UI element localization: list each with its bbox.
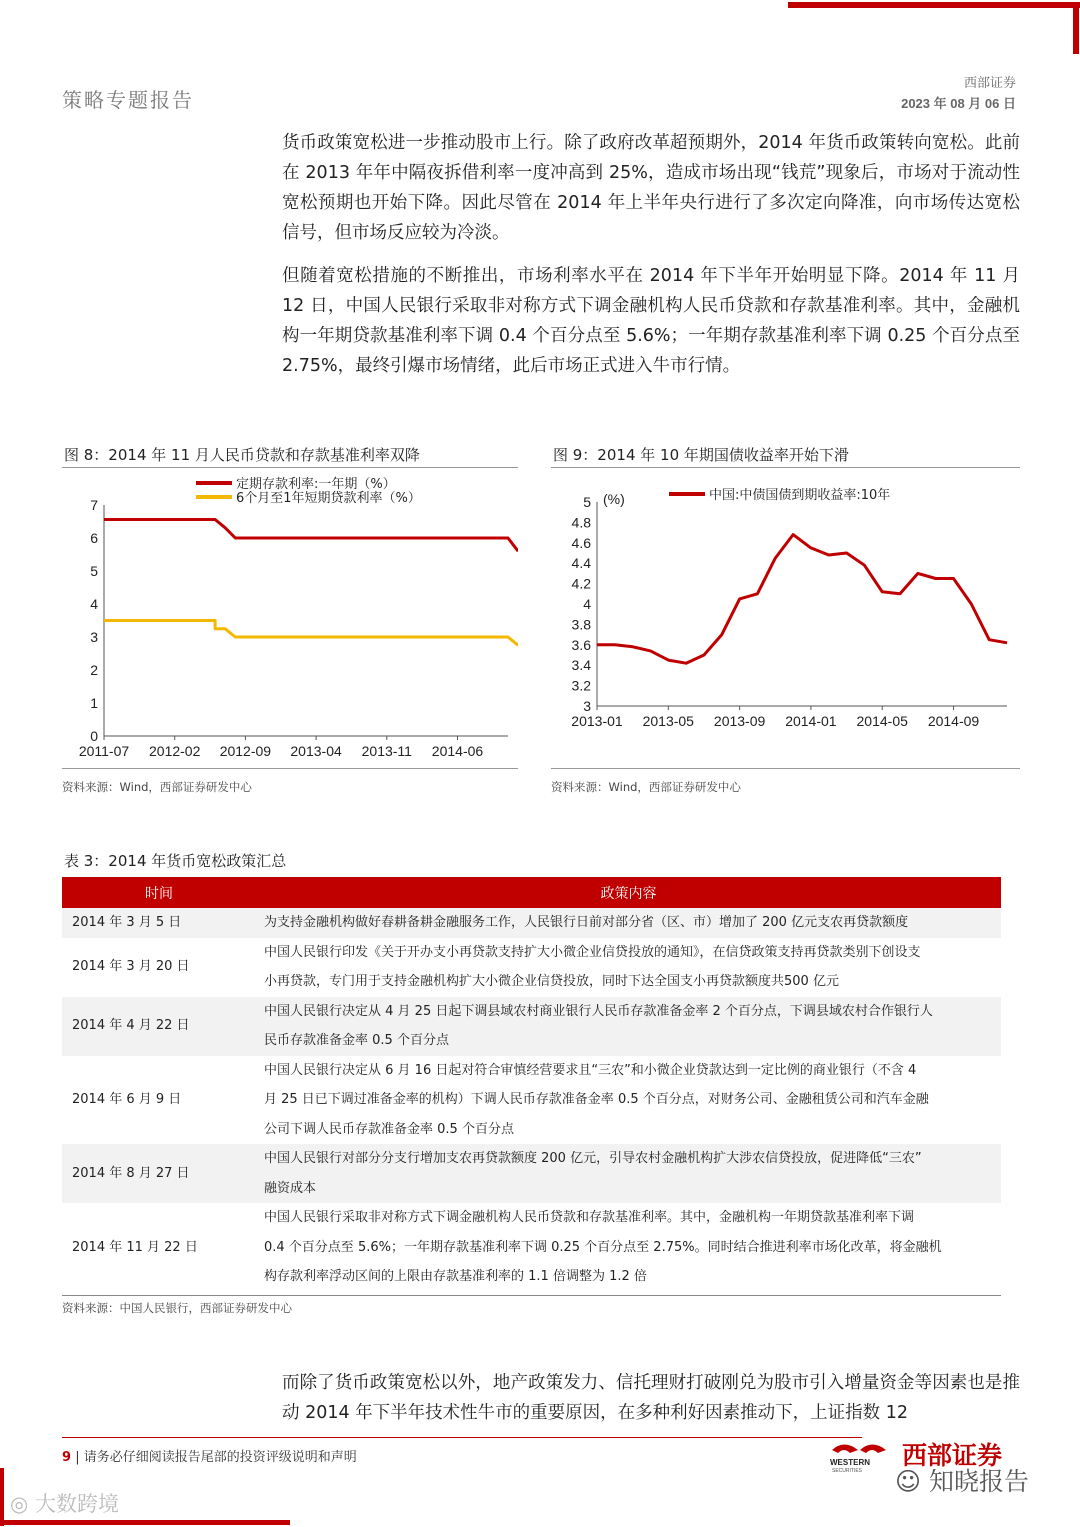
row-date: 2014 年 8 月 27 日 xyxy=(62,1144,256,1203)
row-content-line: 中国人民银行采取非对称方式下调金融机构人民币贷款和存款基准利率。其中，金融机构一年期贷款基准利率下调 xyxy=(264,1210,915,1225)
x-tick-label: 2013-04 xyxy=(290,743,342,759)
watermark-left xyxy=(10,1488,119,1518)
table-row xyxy=(62,938,1001,997)
legend-label: 定期存款利率:一年期（%） xyxy=(236,477,396,492)
x-tick-label: 2012-02 xyxy=(149,743,201,759)
series-line xyxy=(104,621,518,646)
table-bottom-rule xyxy=(62,1295,1001,1296)
figure-9-source: 资料来源：Wind，西部证券研发中心 xyxy=(551,780,741,794)
legend-label: 6个月至1年短期贷款利率（%） xyxy=(236,491,421,506)
watermark-left-text: 大数跨境 xyxy=(35,1492,120,1516)
logo-emblem-icon xyxy=(832,1445,858,1454)
report-date: 2023 年 08 月 06 日 xyxy=(901,96,1016,111)
row-content-line: 公司下调人民币存款准备金率 0.5 个百分点 xyxy=(264,1121,514,1137)
footer-disclaimer: 请务必仔细阅读报告尾部的投资评级说明和声明 xyxy=(83,1450,357,1465)
top-right-red-bar xyxy=(1073,2,1079,54)
figure-9-frame xyxy=(551,467,1020,769)
row-content-line: 月 25 日已下调过准备金率的机构）下调人民币存款准备金率 0.5 个百分点，对财务公司、金融租赁公司和汽车金融 xyxy=(264,1092,929,1107)
footer-separator: | xyxy=(75,1450,80,1465)
table-row xyxy=(62,908,1001,938)
y-tick-label: 4 xyxy=(90,596,98,612)
footer-rule xyxy=(62,1437,862,1438)
legend-label: 中国:中债国债到期收益率:10年 xyxy=(709,488,891,503)
x-tick-label: 2014-06 xyxy=(431,743,484,759)
row-content-line: 为支持金融机构做好春耕备耕金融服务工作，人民银行日前对部分省（区、市）增加了 200 亿元支农再贷款额度 xyxy=(264,915,909,930)
y-tick-label: 4.8 xyxy=(571,514,591,531)
paragraph-3-text: 而除了货币政策宽松以外，地产政策发力、信托理财打破刚兑为股市引入增量资金等因素也是推动 2014 年下半年技术性牛市的重要原因，在多种利好因素推动下，上证指数 12 xyxy=(282,1373,1020,1423)
y-tick-label: 4.6 xyxy=(571,534,591,551)
logo-en-line1: WESTERN xyxy=(830,1458,870,1467)
row-content xyxy=(256,1203,1001,1292)
x-tick-label: 2014-09 xyxy=(927,713,980,729)
y-tick-label: 3 xyxy=(583,698,591,714)
row-content-line: 中国人民银行决定从 4 月 25 日起下调县域农村商业银行人民币存款准备金率 2 个百分点，下调县域农村合作银行人 xyxy=(264,1003,933,1019)
bottom-red-bar xyxy=(0,1520,290,1525)
logo-cn: 西部证券 xyxy=(902,1441,1003,1470)
paragraph-3 xyxy=(282,1368,1020,1428)
watermark-right-text: 知晓报告 xyxy=(929,1467,1030,1496)
watermark-logo-icon: ◎ xyxy=(10,1492,29,1516)
y-tick-label: 3.2 xyxy=(571,677,591,694)
figure-9-chart xyxy=(551,468,1020,768)
paragraph-1-text: 货币政策宽松进一步推动股市上行。除了政府改革超预期外，2014 年货币政策转向宽松。此前在 2013 年年中隔夜拆借利率一度冲高到 25%，造成市场出现“钱荒”现象后，市场对于流动性宽松预期也开始下降。因此尽管在 2014 年上半年央行进行了多次定向降准，向市场传达宽松信号，但市场反应较为冷淡。 xyxy=(282,133,1020,243)
row-content-line: 融资成本 xyxy=(264,1180,317,1196)
x-tick-label: 2014-05 xyxy=(856,713,908,729)
wechat-icon: ☺ xyxy=(895,1467,922,1496)
row-content-line: 中国人民银行决定从 6 月 16 日起对符合审慎经营要求且“三农”和小微企业贷款达到一定比例的商业银行（不含 4 xyxy=(264,1062,917,1078)
row-date: 2014 年 11 月 22 日 xyxy=(72,1239,198,1255)
y-tick-label: 3.4 xyxy=(571,657,591,674)
figure-8-frame xyxy=(62,467,518,769)
table-3-source: 资料来源：中国人民银行，西部证券研发中心 xyxy=(62,1301,292,1315)
x-tick-label: 2013-11 xyxy=(361,743,412,759)
table-header-row xyxy=(62,877,1001,908)
row-date: 2014 年 4 月 22 日 xyxy=(62,997,256,1056)
y-tick-label: 1 xyxy=(90,695,98,711)
y-tick-label: 3 xyxy=(90,629,98,645)
watermark-right xyxy=(895,1462,1029,1498)
row-content-line: 中国人民银行印发《关于开办支小再贷款支持扩大小微企业信贷投放的通知》，在信贷政策支持再贷款类别下创设支 xyxy=(264,944,921,960)
row-content xyxy=(256,908,1001,938)
bottom-left-red-bar xyxy=(0,1468,4,1526)
logo-en-line2: SECURITIES xyxy=(832,1468,863,1474)
row-date: 2014 年 3 月 20 日 xyxy=(72,959,190,975)
y-tick-label: 3.6 xyxy=(571,636,591,653)
y-tick-label: 4.4 xyxy=(571,555,591,572)
y-tick-label: 4.2 xyxy=(571,575,591,592)
y-tick-label: 3.8 xyxy=(571,616,591,633)
table-body xyxy=(62,908,1001,1292)
footer xyxy=(62,1446,357,1465)
logo-emblem-wing-icon xyxy=(860,1445,886,1454)
series-line xyxy=(597,535,1007,664)
row-content-line: 构存款利率浮动区间的上限由存款基准利率的 1.1 倍调整为 1.2 倍 xyxy=(264,1269,647,1284)
table-header-time: 时间 xyxy=(62,877,256,908)
x-tick-label: 2013-05 xyxy=(642,713,694,729)
table-row xyxy=(62,1203,1001,1292)
figure-9-title: 图 9：2014 年 10 年期国债收益率开始下滑 xyxy=(553,446,849,464)
table-row xyxy=(62,1056,1001,1145)
figure-8-chart xyxy=(62,468,518,768)
series-line xyxy=(104,520,518,552)
y-tick-label: 4 xyxy=(583,596,591,612)
x-tick-label: 2014-01 xyxy=(785,713,837,729)
y-tick-label: 6 xyxy=(90,530,98,546)
figure-8-title: 图 8：2014 年 11 月人民币贷款和存款基准利率双降 xyxy=(64,446,420,464)
page-number: 9 xyxy=(62,1450,72,1465)
row-content-line: 小再贷款，专门用于支持金融机构扩大小微企业信贷投放，同时下达全国支小再贷款额度共500 亿元 xyxy=(264,974,839,989)
header-meta xyxy=(901,74,1016,114)
y-tick-label: 5 xyxy=(90,563,98,579)
paragraph-2 xyxy=(282,261,1020,381)
x-tick-label: 2012-09 xyxy=(219,743,272,759)
row-content-line: 中国人民银行对部分分支行增加支农再贷款额度 200 亿元，引导农村金融机构扩大涉农信贷投放，促进降低“三农” xyxy=(264,1151,922,1166)
x-tick-label: 2013-01 xyxy=(571,713,623,729)
paragraph-2-text: 但随着宽松措施的不断推出，市场利率水平在 2014 年下半年开始明显下降。2014 年 11 月 12 日，中国人民银行采取非对称方式下调金融机构人民币贷款和存款基准利率。其中，金融机构一年期贷款基准利率下调 0.4 个百分点至 5.6%；一年期存款基准利率下调 0.25 个百分点至 2.75%，最终引爆市场情绪，此后市场正式进入牛市行情。 xyxy=(282,266,1020,376)
table-header-content: 政策内容 xyxy=(256,877,1001,908)
policy-table xyxy=(62,877,1001,1292)
x-tick-label: 2013-09 xyxy=(713,713,766,729)
row-date: 2014 年 6 月 9 日 xyxy=(72,1092,182,1107)
table-row xyxy=(62,1144,1001,1203)
company-name: 西部证券 xyxy=(963,76,1016,91)
row-content-line: 民币存款准备金率 0.5 个百分点 xyxy=(264,1033,449,1048)
table-row xyxy=(62,997,1001,1056)
top-red-bar xyxy=(788,2,1080,8)
figure-8-source: 资料来源：Wind，西部证券研发中心 xyxy=(62,780,252,794)
row-content xyxy=(256,1144,1001,1203)
y-tick-label: 2 xyxy=(90,662,98,678)
row-content xyxy=(256,938,1001,997)
report-type-label: 策略专题报告 xyxy=(62,88,194,112)
y-tick-label: 0 xyxy=(90,728,98,744)
y-tick-label: 5 xyxy=(583,494,591,510)
y-axis-label: (%) xyxy=(603,491,625,507)
row-content-line: 0.4 个百分点至 5.6%；一年期存款基准利率下调 0.25 个百分点至 2.75%。同时结合推进利率市场化改革，将金融机 xyxy=(264,1239,942,1255)
paragraph-1 xyxy=(282,128,1020,248)
table-3-title: 表 3：2014 年货币宽松政策汇总 xyxy=(64,852,287,870)
x-tick-label: 2011-07 xyxy=(78,743,130,759)
row-date: 2014 年 3 月 5 日 xyxy=(62,908,256,938)
y-tick-label: 7 xyxy=(90,497,98,513)
row-content xyxy=(256,997,1001,1056)
row-content xyxy=(256,1056,1001,1145)
